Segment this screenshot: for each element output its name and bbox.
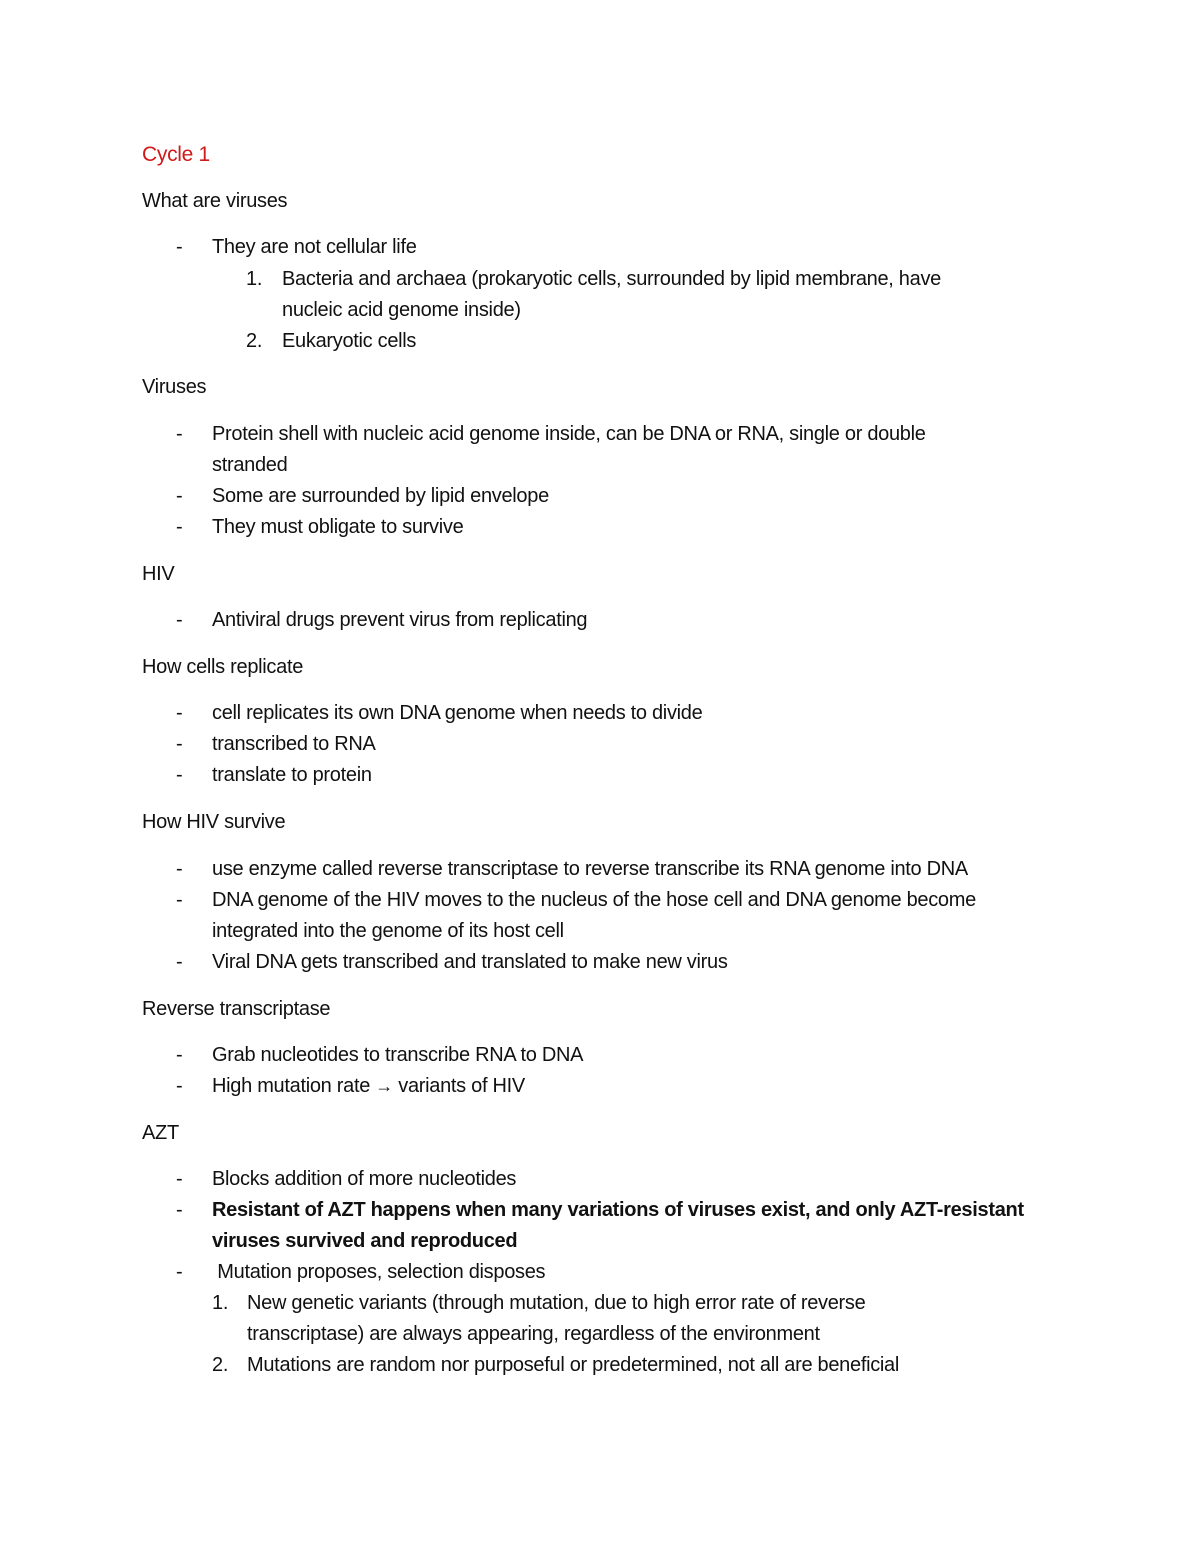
- bullet-text: Mutation proposes, selection disposes: [212, 1261, 546, 1283]
- bullet-dash: -: [176, 702, 183, 724]
- bullet-text: [212, 1075, 1072, 1098]
- heading-how-cells-replicate: How cells replicate: [142, 656, 304, 678]
- bullet-dash: -: [176, 764, 183, 786]
- heading-what-are-viruses: What are viruses: [142, 190, 288, 212]
- bullet-text-continued: integrated into the genome of its host cell: [212, 920, 564, 942]
- bullet-dash: -: [176, 1261, 183, 1283]
- bullet-text: Protein shell with nucleic acid genome inside, can be DNA or RNA, single or double: [212, 423, 926, 445]
- bullet-dash: -: [176, 485, 183, 507]
- number-marker: 2.: [246, 330, 263, 352]
- bullet-text: transcribed to RNA: [212, 733, 376, 755]
- number-marker: 1.: [212, 1292, 229, 1314]
- numbered-text: Bacteria and archaea (prokaryotic cells, surrounded by lipid membrane, have: [282, 268, 941, 290]
- bullet-text-part: High mutation rate: [212, 1075, 376, 1097]
- bullet-text: use enzyme called reverse transcriptase to reverse transcribe its RNA genome into DNA: [212, 858, 968, 880]
- bullet-text-bold-continued: viruses survived and reproduced: [212, 1230, 518, 1252]
- numbered-text: Eukaryotic cells: [282, 330, 417, 352]
- bullet-dash: -: [176, 733, 183, 755]
- bullet-text: cell replicates its own DNA genome when needs to divide: [212, 702, 703, 724]
- bullet-dash: -: [176, 889, 183, 911]
- bullet-dash: -: [176, 858, 183, 880]
- bullet-text: They are not cellular life: [212, 236, 417, 258]
- bullet-dash: -: [176, 1199, 183, 1221]
- bullet-dash: -: [176, 516, 183, 538]
- bullet-dash: -: [176, 609, 183, 631]
- bullet-text-part: variants of HIV: [392, 1075, 525, 1097]
- document-title: Cycle 1: [142, 143, 210, 166]
- numbered-text: Mutations are random nor purposeful or predetermined, not all are beneficial: [247, 1354, 900, 1376]
- bullet-text-bold: Resistant of AZT happens when many variations of viruses exist, and only AZT-resistant: [212, 1199, 1024, 1221]
- bullet-dash: -: [176, 1044, 183, 1066]
- bullet-text: Antiviral drugs prevent virus from replicating: [212, 609, 588, 631]
- bullet-dash: -: [176, 1075, 183, 1097]
- bullet-text: DNA genome of the HIV moves to the nucleus of the hose cell and DNA genome become: [212, 889, 976, 911]
- bullet-text: Grab nucleotides to transcribe RNA to DNA: [212, 1044, 584, 1066]
- heading-how-hiv-survive: How HIV survive: [142, 811, 286, 833]
- bullet-text: Blocks addition of more nucleotides: [212, 1168, 517, 1190]
- bullet-text: They must obligate to survive: [212, 516, 464, 538]
- bullet-dash: -: [176, 1168, 183, 1190]
- bullet-dash: -: [176, 951, 183, 973]
- bullet-text: Viral DNA gets transcribed and translated to make new virus: [212, 951, 728, 973]
- heading-reverse-transcriptase: Reverse transcriptase: [142, 998, 331, 1020]
- bullet-text-continued: stranded: [212, 454, 288, 476]
- bullet-text: translate to protein: [212, 764, 372, 786]
- heading-viruses: Viruses: [142, 376, 207, 398]
- bullet-dash: -: [176, 423, 183, 445]
- bullet-text: Some are surrounded by lipid envelope: [212, 485, 549, 507]
- numbered-text-continued: nucleic acid genome inside): [282, 299, 521, 321]
- numbered-text: New genetic variants (through mutation, due to high error rate of reverse: [247, 1292, 866, 1314]
- heading-hiv: HIV: [142, 563, 175, 585]
- numbered-text-continued: transcriptase) are always appearing, regardless of the environment: [247, 1323, 820, 1345]
- heading-azt: AZT: [142, 1122, 179, 1144]
- right-arrow-icon: →: [375, 1076, 393, 1096]
- bullet-dash: -: [176, 236, 183, 258]
- number-marker: 2.: [212, 1354, 229, 1376]
- number-marker: 1.: [246, 268, 263, 290]
